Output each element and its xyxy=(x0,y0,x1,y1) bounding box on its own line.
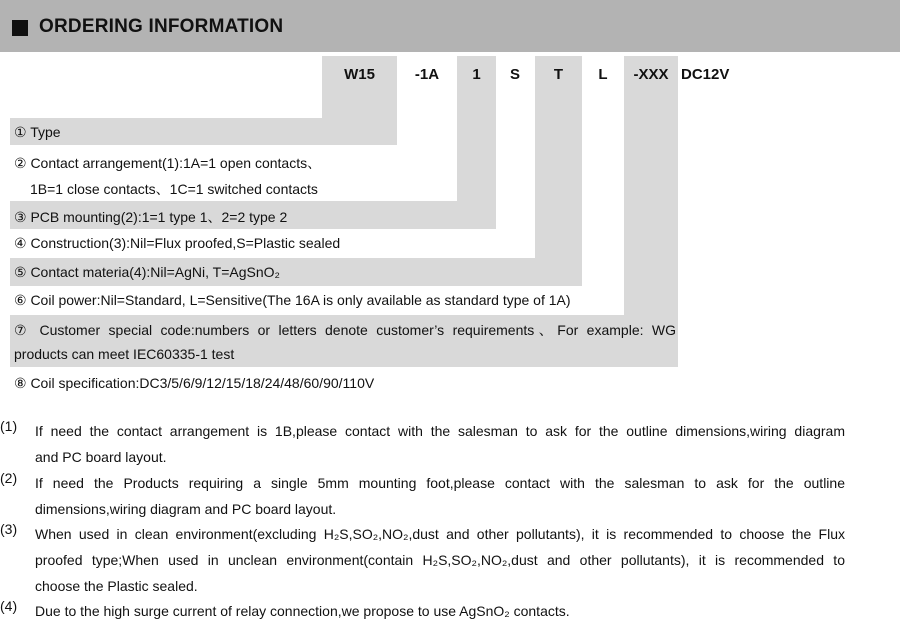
code-t: T xyxy=(553,66,564,83)
item-coil-power: ⑥ Coil power:Nil=Standard, L=Sensitive(The 16A is only available as standard type of 1A) xyxy=(14,292,571,308)
note-number: (1) xyxy=(0,418,18,434)
note-line: When used in clean environment(excluding H₂S,SO₂,NO₂,dust and other pollutants), it is recommended to choose the Flux xyxy=(35,526,845,542)
note-line: dimensions,wiring diagram and PC board layout. xyxy=(35,501,337,517)
item-type: ① Type xyxy=(14,124,61,140)
item-customer-code-cont: products can meet IEC60335-1 test xyxy=(14,346,235,362)
code-1a: -1A xyxy=(414,66,440,83)
item-construction: ④ Construction(3):Nil=Flux proofed,S=Plastic sealed xyxy=(14,235,341,251)
note-line: and PC board layout. xyxy=(35,449,167,465)
code-s: S xyxy=(509,66,520,83)
item-contact-arrangement-cont: 1B=1 close contacts、1C=1 switched contacts xyxy=(30,181,318,197)
section-header xyxy=(0,0,900,52)
note-line: proofed type;When used in unclean environment(contain H₂S,SO₂,NO₂,dust and other pollutants), it is recommended to xyxy=(35,552,845,568)
code-l: L xyxy=(598,66,608,83)
note-number: (3) xyxy=(0,521,18,537)
header-square-bullet xyxy=(12,20,28,36)
item-coil-spec: ⑧ Coil specification:DC3/5/6/9/12/15/18/24/48/60/90/110V xyxy=(14,375,375,391)
item-contact-material: ⑤ Contact materia(4):Nil=AgNi, T=AgSnO₂ xyxy=(14,264,280,280)
note-number: (4) xyxy=(0,598,18,614)
note-line: Due to the high surge current of relay connection,we propose to use AgSnO₂ contacts. xyxy=(35,603,570,619)
item-customer-code: ⑦ Customer special code:numbers or letters denote customer’s requirements、For example: WG xyxy=(14,322,676,338)
note-number: (2) xyxy=(0,470,18,486)
shade-material xyxy=(535,56,582,286)
section-title: ORDERING INFORMATION xyxy=(39,16,284,37)
note-line: choose the Plastic sealed. xyxy=(35,578,198,594)
code-xxx: -XXX xyxy=(633,66,669,83)
note-line: If need the Products requiring a single 5mm mounting foot,please contact with the salesman to ask for the outline xyxy=(35,475,845,491)
shade-type-row xyxy=(10,118,397,145)
code-dc12v: DC12V xyxy=(681,66,730,83)
code-w15: W15 xyxy=(344,66,375,83)
item-pcb-mounting: ③ PCB mounting(2):1=1 type 1、2=2 type 2 xyxy=(14,209,288,225)
item-contact-arrangement: ② Contact arrangement(1):1A=1 open contacts、 xyxy=(14,155,322,171)
code-1: 1 xyxy=(472,66,481,83)
note-line: If need the contact arrangement is 1B,please contact with the salesman to ask for the outline dimensions,wiring diagram xyxy=(35,423,845,439)
